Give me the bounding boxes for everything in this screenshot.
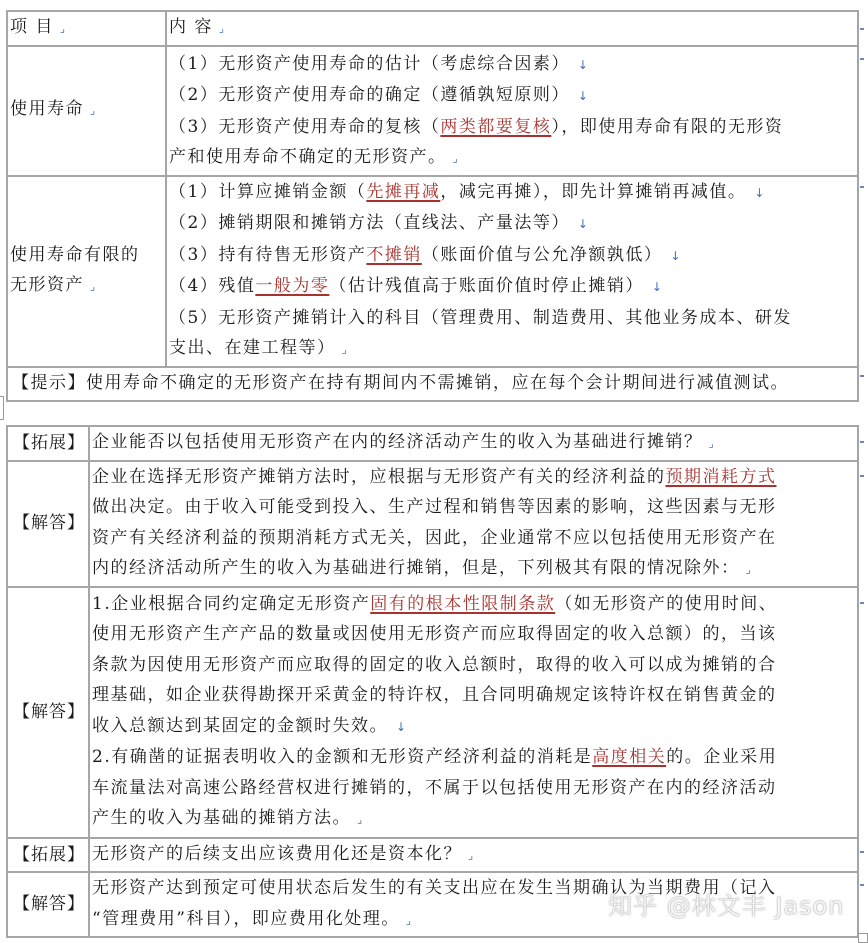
table-row [7, 461, 858, 587]
tag-text: 【解答】 [13, 894, 85, 915]
row-label-text: 无形资产 [10, 275, 84, 295]
table-row [7, 838, 858, 873]
content-line: 理基础，如企业获得勘探开采黄金的特许权，且合同明确规定该特许权在销售黄金的 [92, 685, 777, 705]
tag-text: 【解答】 [13, 513, 85, 534]
highlight-text: 不摊销 [366, 244, 422, 265]
highlight-text: 固有的根本性限制条款 [370, 593, 556, 614]
content-line [169, 142, 857, 175]
cell-end-mark-icon: ⌟ [357, 813, 363, 826]
header-item-label: 项 目 [10, 17, 54, 37]
row-end-marker-icon [860, 851, 864, 853]
row-end-marker-icon [860, 602, 864, 604]
content-line [92, 462, 857, 493]
content-line [169, 49, 857, 81]
highlight-text: 一般为零 [255, 276, 330, 296]
content-line: 资产有关经济利益的预期消耗方式无关，因此，企业通常不应以包括使用无形资产在 [92, 527, 777, 548]
cell-end-mark-icon: ⌟ [90, 104, 96, 118]
content-line [169, 271, 857, 303]
question-text: 无形资产的后续支出应该费用化还是资本化？ [92, 843, 462, 864]
highlight-text: 两类都要复核 [440, 116, 552, 137]
content-text: （2）摊销期限和摊销方法（直线法、产量法等） [169, 213, 570, 233]
cell-end-mark-icon: ⌟ [341, 343, 347, 356]
cell-end-mark-icon: ⌟ [59, 22, 66, 35]
content-text: 收入总额达到某固定的金额时失效。 [92, 715, 388, 736]
content-text: （如无形资产的使用时间、 [555, 593, 778, 614]
content-text: （2）无形资产使用寿命的确定（遵循孰短原则） [169, 85, 570, 105]
table-row [7, 46, 858, 176]
content-line [92, 803, 857, 836]
content-text: （3）无形资产使用寿命的复核（ [169, 116, 441, 137]
content-line [169, 80, 857, 112]
cell-end-mark-icon: ⌟ [745, 563, 751, 576]
content-text: （1）无形资产使用寿命的估计（考虑综合因素） [169, 53, 570, 74]
tag-answer [7, 587, 89, 838]
tip-cell [7, 367, 858, 401]
row-end-marker-icon [860, 884, 864, 886]
content-text: ，减完再摊），即先计算摊销再减值。 [440, 181, 747, 202]
content-line: 车流量法对高速公路经营权进行摊销的，不属于以包括使用无形资产在内的经济活动 [92, 777, 777, 798]
tag-extension [7, 426, 89, 461]
cell-end-mark-icon: ⌟ [452, 152, 458, 165]
content-line [169, 240, 857, 272]
content-line [169, 208, 857, 240]
row-label-useful-life [7, 46, 166, 176]
tag-text: 【拓展】 [13, 433, 85, 453]
question-cell [89, 426, 858, 461]
content-text: 产生的收入为基础的摊销方法。 [92, 808, 351, 828]
page-corner-marker [858, 933, 868, 943]
row-label-finite-life [7, 176, 166, 367]
content-text: “管理费用”科目），即应费用化处理。 [92, 908, 400, 929]
table-row [7, 176, 858, 367]
row-label-text: 使用寿命有限的 [10, 244, 140, 265]
header-item [7, 11, 166, 46]
content-line [92, 589, 857, 620]
answer-cell [89, 461, 858, 587]
tag-text: 【拓展】 [13, 844, 85, 865]
content-line [92, 553, 857, 586]
content-text: （5）无形资产摊销计入的科目（管理费用、制造费用、其他业务成本、研发 [169, 307, 792, 328]
tag-answer [7, 872, 89, 937]
tip-row [7, 367, 858, 401]
line-break-arrow-icon: ↓ [670, 248, 681, 263]
line-break-arrow-icon: ↓ [754, 185, 765, 200]
tag-text: 【解答】 [13, 701, 85, 722]
content-text: （3）持有待售无形资产 [169, 244, 367, 265]
row-end-marker-icon [860, 475, 864, 477]
cell-end-mark-icon: ⌟ [708, 437, 714, 450]
row-end-marker-icon [860, 186, 864, 188]
content-text: 2.有确凿的证据表明收入的金额和无形资产经济利益的消耗是 [92, 747, 593, 767]
content-text: （估计残值高于账面价值时停止摊销） [329, 276, 644, 296]
content-line [169, 177, 857, 209]
content-text: 的。企业采用 [666, 747, 778, 767]
row-content-useful-life [166, 46, 858, 176]
content-text: 1.企业根据合同约定确定无形资产 [92, 593, 371, 614]
line-break-arrow-icon: ↓ [577, 217, 588, 231]
row-end-marker-icon [860, 58, 864, 60]
extension-qa-table [6, 425, 859, 938]
header-content-label: 内 容 [169, 17, 213, 37]
content-line [92, 742, 857, 773]
line-break-arrow-icon: ↓ [396, 719, 407, 734]
question-text: 企业能否以包括使用无形资产在内的经济活动产生的收入为基础进行摊销？ [92, 432, 703, 452]
row-label-line [10, 270, 165, 303]
useful-life-table [6, 10, 859, 402]
table-row [7, 587, 858, 838]
row-end-marker-icon [860, 375, 864, 377]
content-text: 企业在选择无形资产摊销方法时，应根据与无形资产有关的经济利益的 [92, 466, 666, 487]
question-cell [89, 838, 858, 873]
content-line [169, 333, 857, 366]
tip-text: 【提示】使用寿命不确定的无形资产在持有期间内不需摊销，应在每个会计期间进行减值测试。 [12, 373, 789, 394]
answer-cell [89, 587, 858, 838]
content-text: 内的经济活动所产生的收入为基础进行摊销，但是，下列极其有限的情况除外： [92, 558, 740, 578]
content-text: （4）残值 [169, 276, 256, 296]
content-text: （1）计算应摊销金额（ [169, 181, 367, 202]
watermark: 知乎 @林文丰 Jason [608, 892, 845, 920]
content-text: ），即使用寿命有限的无形资 [551, 116, 784, 137]
line-break-arrow-icon: ↓ [577, 57, 588, 72]
content-text: （账面价值与公允净额孰低） [421, 244, 663, 265]
header-content [166, 11, 858, 46]
section-bracket-marker [0, 396, 4, 420]
line-break-arrow-icon: ↓ [651, 280, 662, 294]
content-line [169, 303, 857, 334]
content-line: 条款为因使用无形资产而应取得的固定的收入总额时，取得的收入可以成为摊销的合 [92, 654, 777, 675]
content-line [92, 711, 857, 743]
content-text: 产和使用寿命不确定的无形资产。 [169, 147, 447, 167]
tag-extension [7, 838, 89, 873]
row-label-text: 使用寿命 [10, 99, 84, 120]
cell-end-mark-icon: ⌟ [468, 848, 474, 862]
line-break-arrow-icon: ↓ [577, 89, 588, 103]
table-header-row [7, 11, 858, 46]
row-end-marker-icon [860, 441, 864, 443]
cell-end-mark-icon: ⌟ [218, 22, 225, 35]
highlight-text: 预期消耗方式 [665, 466, 777, 487]
cell-end-mark-icon: ⌟ [405, 913, 412, 927]
tag-answer [7, 461, 89, 587]
content-text: 支出、在建工程等） [169, 338, 336, 358]
table-row [7, 426, 858, 461]
row-end-marker-icon [860, 28, 864, 30]
cell-end-mark-icon: ⌟ [90, 280, 96, 293]
highlight-text: 高度相关 [592, 747, 667, 767]
content-line: 无形资产达到预定可使用状态后发生的有关支出应在发生当期确认为当期费用（记入 [92, 878, 777, 898]
content-line [169, 112, 857, 143]
content-line: 使用无形资产生产产品的数量或因使用无形资产而应取得固定的收入总额）的，当该 [92, 624, 777, 644]
content-line: 做出决定。由于收入可能受到投入、生产过程和销售等因素的影响，这些因素与无形 [92, 497, 777, 517]
row-content-finite-life [166, 176, 858, 367]
highlight-text: 先摊再减 [366, 181, 441, 202]
